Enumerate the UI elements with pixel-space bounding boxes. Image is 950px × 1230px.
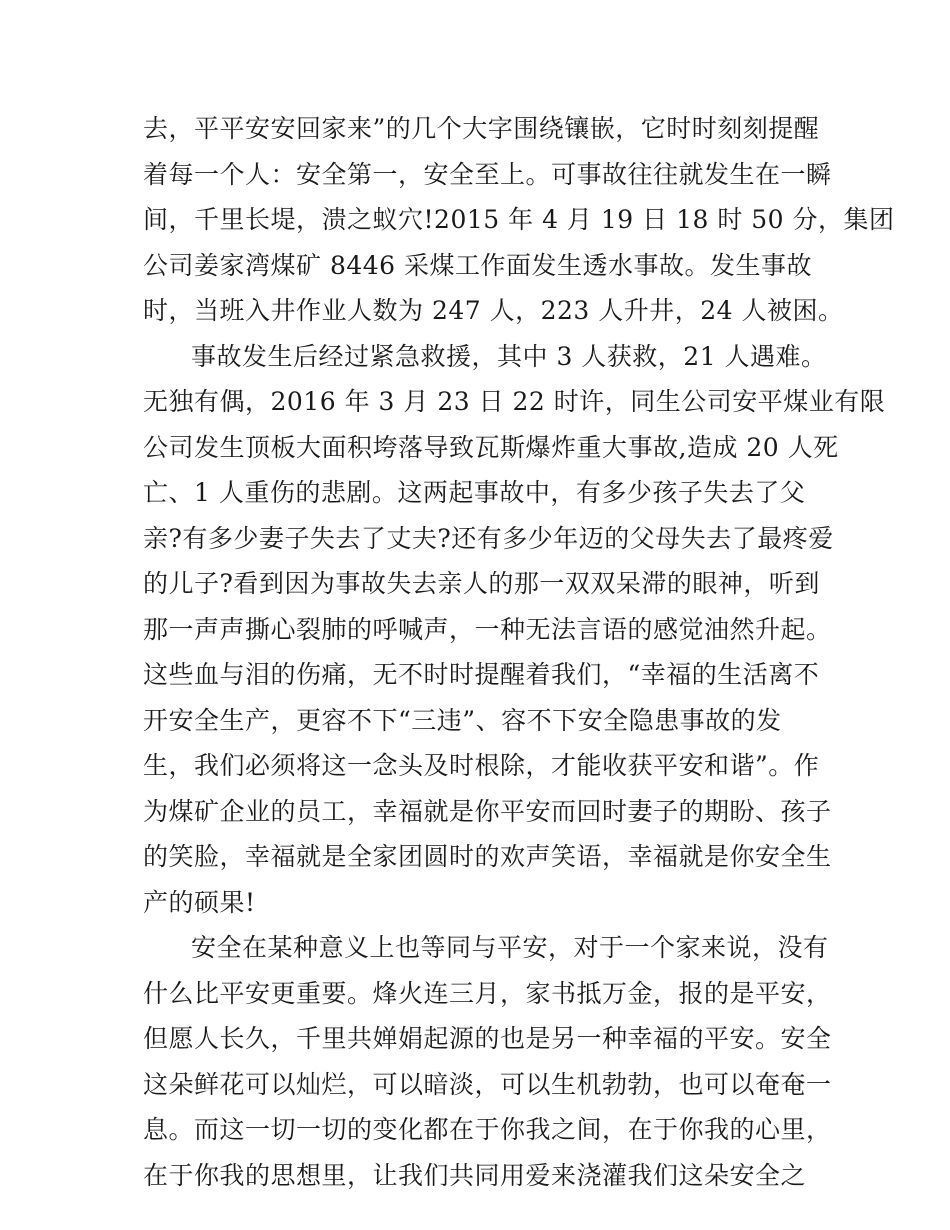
text-line: 息。而这一切一切的变化都在于你我之间，在于你我的心里， <box>143 1115 832 1144</box>
text-line: 但愿人长久，千里共婵娟起源的也是另一种幸福的平安。安全 <box>143 1024 832 1053</box>
text-line: 什么比平安更重要。烽火连三月，家书抵万金，报的是平安， <box>143 978 832 1008</box>
paragraph-start-line: 安全在某种意义上也等同与平安，对于一个家来说，没有 <box>191 933 829 962</box>
text-line: 产的硕果! <box>143 887 256 917</box>
body-text <box>143 106 895 1198</box>
text-line: 亲?有多少妻子失去了丈夫?还有多少年迈的父母失去了最疼爱 <box>143 523 834 553</box>
text-line: 公司发生顶板大面积垮落导致瓦斯爆炸重大事故,造成 20 人死 <box>143 432 839 462</box>
text-line: 亡、1 人重伤的悲剧。这两起事故中，有多少孩子失去了父 <box>143 478 806 507</box>
text-line: 在于你我的思想里，让我们共同用爱来浇灌我们这朵安全之 <box>143 1160 807 1190</box>
text-line: 生，我们必须将这一念头及时根除，才能收获平安和谐”。作 <box>143 751 820 780</box>
text-line: 这朵鲜花可以灿烂，可以暗淡，可以生机勃勃，也可以奄奄一 <box>143 1069 832 1099</box>
text-line: 开安全生产，更容不下“三违”、容不下安全隐患事故的发 <box>143 705 782 735</box>
text-line: 那一声声撕心裂肺的呼喊声，一种无法言语的感觉油然升起。 <box>143 614 832 644</box>
text-line: 公司姜家湾煤矿 8446 采煤工作面发生透水事故。发生事故 <box>143 250 813 280</box>
text-line: 的笑脸，幸福就是全家团圆时的欢声笑语，幸福就是你安全生 <box>143 842 832 871</box>
paragraph-start-line: 事故发生后经过紧急救援，其中 3 人获救，21 人遇难。 <box>191 341 827 371</box>
text-line: 的儿子?看到因为事故失去亲人的那一双双呆滞的眼神，听到 <box>143 569 820 598</box>
text-line: 这些血与泪的伤痛，无不时时提醒着我们，“幸福的生活离不 <box>143 660 820 689</box>
text-line: 为煤矿企业的员工，幸福就是你平安而回时妻子的期盼、孩子 <box>143 796 832 826</box>
text-line: 无独有偶，2016 年 3 月 23 日 22 时许，同生公司安平煤业有限 <box>143 387 886 416</box>
text-line: 时，当班入井作业人数为 247 人，223 人升井，24 人被困。 <box>143 296 844 325</box>
text-line: 去，平平安安回家来”的几个大字围绕镶嵌，它时时刻刻提醒 <box>143 114 820 143</box>
text-line: 间，千里长堤，溃之蚁穴!2015 年 4 月 19 日 18 时 50 分，集团 <box>143 205 895 234</box>
text-line: 着每一个人：安全第一，安全至上。可事故往往就发生在一瞬 <box>143 159 832 189</box>
